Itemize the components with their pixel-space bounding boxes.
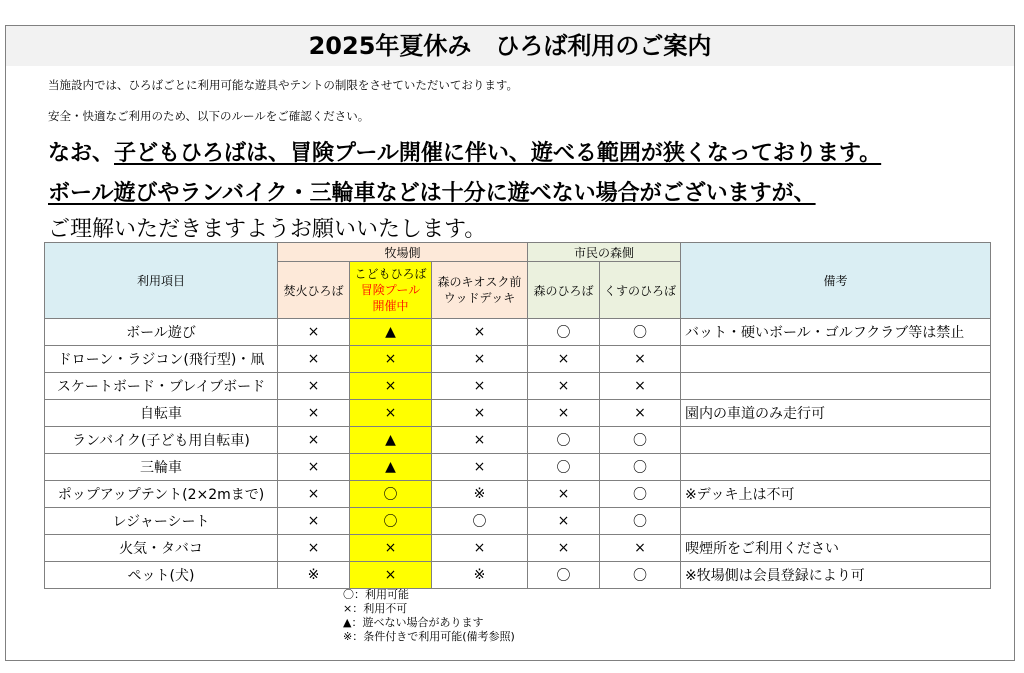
header-kiosk-line2: ウッドデッキ: [443, 291, 516, 305]
cell-kusu: 〇: [600, 319, 681, 346]
cell-kiosk: ×: [432, 427, 528, 454]
notice-underlined-2: ボール遊びやランバイク・三輪車などは十分に遊べない場合がございますが、: [48, 181, 816, 206]
rules-table: [44, 242, 991, 589]
cell-kids: ×: [350, 346, 432, 373]
legend-available: 〇：利用可能: [343, 588, 409, 601]
cell-kiosk: ×: [432, 319, 528, 346]
cell-item: スケートボード・ブレイブボード: [45, 373, 278, 400]
cell-remark: 園内の車道のみ走行可: [681, 400, 991, 427]
header-kids-status: 開催中: [372, 299, 409, 313]
cell-kids: 〇: [350, 481, 432, 508]
cell-item: ボール遊び: [45, 319, 278, 346]
notice-line-3: [48, 212, 486, 243]
notice-sheet: [5, 25, 1015, 661]
cell-kiosk: ×: [432, 454, 528, 481]
cell-remark: 喫煙所をご利用ください: [681, 535, 991, 562]
cell-item: ペット(犬): [45, 562, 278, 589]
table-row: [45, 400, 991, 427]
cell-remark: ※牧場側は会員登録により可: [681, 562, 991, 589]
table-body: [45, 319, 991, 589]
cell-item: ランバイク(子ども用自転車): [45, 427, 278, 454]
cell-remark: [681, 346, 991, 373]
cell-kusu: ×: [600, 400, 681, 427]
header-forest-group: 市民の森側: [528, 243, 681, 262]
cell-remark: バット・硬いボール・ゴルフクラブ等は禁止: [681, 319, 991, 346]
cell-mori: 〇: [528, 427, 600, 454]
cell-bonfire: ×: [278, 454, 350, 481]
cell-bonfire: ×: [278, 373, 350, 400]
cell-kids: ×: [350, 373, 432, 400]
notice-underlined-1: 子どもひろばは、冒険プール開催に伴い、遊べる範囲が狭くなっております。: [114, 141, 882, 166]
notice-line-2: [48, 176, 816, 207]
cell-mori: ×: [528, 508, 600, 535]
cell-bonfire: ×: [278, 535, 350, 562]
cell-remark: [681, 373, 991, 400]
cell-kiosk: ※: [432, 481, 528, 508]
cell-bonfire: ×: [278, 346, 350, 373]
cell-kids: ×: [350, 400, 432, 427]
table-row: [45, 346, 991, 373]
table-row: [45, 373, 991, 400]
cell-kids: 〇: [350, 508, 432, 535]
notice-plain-3: ご理解いただきますようお願いいたします。: [48, 217, 487, 242]
cell-item: 自転車: [45, 400, 278, 427]
cell-kusu: 〇: [600, 562, 681, 589]
intro-line-1: 当施設内では、ひろばごとに利用可能な遊具やテントの制限をさせていただいております。: [48, 78, 518, 92]
cell-mori: ×: [528, 373, 600, 400]
cell-mori: 〇: [528, 454, 600, 481]
cell-kiosk: 〇: [432, 508, 528, 535]
table-row: [45, 319, 991, 346]
header-kiosk: [432, 262, 528, 319]
table-row: [45, 454, 991, 481]
header-kiosk-line1: 森のキオスク前: [437, 275, 522, 289]
legend-limited: ▲：遊べない場合があります: [343, 616, 484, 629]
cell-kiosk: ×: [432, 535, 528, 562]
cell-bonfire: ×: [278, 481, 350, 508]
cell-kusu: 〇: [600, 481, 681, 508]
cell-remark: [681, 454, 991, 481]
header-kids: [350, 262, 432, 319]
header-ranch-group: 牧場側: [278, 243, 528, 262]
header-kids-event: 冒険プール: [360, 283, 421, 297]
cell-kusu: ×: [600, 373, 681, 400]
cell-item: レジャーシート: [45, 508, 278, 535]
cell-item: 火気・タバコ: [45, 535, 278, 562]
cell-mori: ×: [528, 481, 600, 508]
table-row: [45, 508, 991, 535]
cell-kids: ▲: [350, 319, 432, 346]
header-kids-name: こどもひろば: [354, 267, 427, 281]
cell-kusu: 〇: [600, 508, 681, 535]
header-remark: 備考: [681, 243, 991, 319]
table-row: [45, 481, 991, 508]
notice-line-1: [48, 136, 881, 167]
legend-conditional: ※：条件付きで利用可能(備考参照): [343, 630, 515, 643]
cell-kids: ×: [350, 562, 432, 589]
header-item: 利用項目: [45, 243, 278, 319]
header-mori: 森のひろば: [528, 262, 600, 319]
cell-kids: ▲: [350, 454, 432, 481]
header-kusu: くすのひろば: [600, 262, 681, 319]
cell-bonfire: ×: [278, 427, 350, 454]
header-bonfire: 焚火ひろば: [278, 262, 350, 319]
cell-bonfire: ※: [278, 562, 350, 589]
table-row: [45, 427, 991, 454]
cell-kiosk: ×: [432, 373, 528, 400]
notice-prefix: なお、: [48, 141, 115, 166]
cell-kiosk: ×: [432, 346, 528, 373]
legend-unavailable: ×：利用不可: [343, 602, 408, 615]
cell-kusu: ×: [600, 346, 681, 373]
cell-bonfire: ×: [278, 319, 350, 346]
cell-remark: ※デッキ上は不可: [681, 481, 991, 508]
cell-remark: [681, 427, 991, 454]
legend: [343, 588, 515, 644]
cell-item: ドローン・ラジコン(飛行型)・凧: [45, 346, 278, 373]
cell-kiosk: ※: [432, 562, 528, 589]
cell-bonfire: ×: [278, 400, 350, 427]
cell-kusu: ×: [600, 535, 681, 562]
cell-bonfire: ×: [278, 508, 350, 535]
cell-remark: [681, 508, 991, 535]
cell-kusu: 〇: [600, 454, 681, 481]
cell-mori: 〇: [528, 319, 600, 346]
cell-kusu: 〇: [600, 427, 681, 454]
cell-item: ポップアップテント(2×2mまで): [45, 481, 278, 508]
cell-mori: ×: [528, 400, 600, 427]
cell-mori: 〇: [528, 562, 600, 589]
intro-line-2: 安全・快適なご利用のため、以下のルールをご確認ください。: [48, 109, 370, 123]
page-title: 2025年夏休み ひろば利用のご案内: [6, 26, 1014, 66]
cell-mori: ×: [528, 346, 600, 373]
cell-item: 三輪車: [45, 454, 278, 481]
cell-mori: ×: [528, 535, 600, 562]
cell-kids: ▲: [350, 427, 432, 454]
cell-kids: ×: [350, 535, 432, 562]
table-row: [45, 535, 991, 562]
table-row: [45, 562, 991, 589]
cell-kiosk: ×: [432, 400, 528, 427]
